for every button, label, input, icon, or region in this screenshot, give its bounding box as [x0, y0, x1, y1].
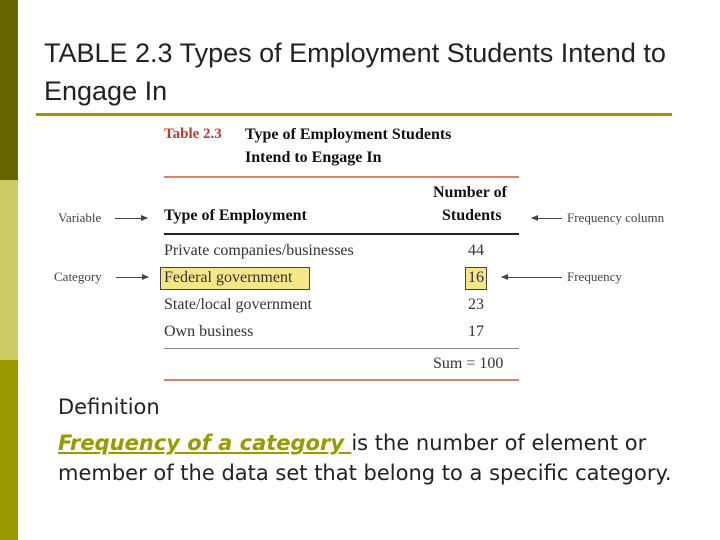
table-row-category: Private companies/businesses: [164, 242, 354, 259]
table-title-line1: Type of Employment Students: [245, 126, 452, 143]
sum-label: Sum = 100: [433, 355, 504, 372]
table-row-category: Federal government: [164, 269, 293, 286]
definition-heading: Definition: [58, 395, 160, 419]
arrow-left-icon: [502, 277, 562, 278]
arrow-right-icon: [115, 218, 147, 219]
table-row-count: 44: [468, 242, 484, 259]
sum-rule: [164, 348, 519, 349]
table-row-category: Own business: [164, 323, 254, 340]
table-top-rule: [164, 176, 519, 178]
definition-term: Frequency of a category: [58, 431, 352, 455]
annotation-frequency: Frequency: [567, 269, 622, 284]
annotation-variable: Variable: [58, 210, 102, 225]
definition-body: [58, 428, 708, 488]
table-row-count: 17: [468, 323, 484, 340]
header-rule: [164, 233, 519, 235]
table-label: Table 2.3: [164, 126, 222, 142]
table-bottom-rule: [164, 379, 519, 381]
arrow-right-icon: [116, 277, 148, 278]
table-title-line2: Intend to Engage In: [245, 149, 382, 166]
definition-text: is the number of element or member of the data set that belong to a specific category.: [58, 431, 672, 485]
annotation-frequency-column: Frequency column: [567, 210, 665, 225]
arrow-left-icon: [532, 218, 562, 219]
table-row-count: 23: [468, 296, 484, 313]
table-row-category: State/local government: [164, 296, 312, 313]
annotation-category: Category: [54, 269, 102, 284]
col-header-count-line2: Students: [442, 207, 502, 224]
col-header-count-line1: Number of: [433, 184, 507, 201]
slide-title: TABLE 2.3 Types of Employment Students Intend to Engage In: [44, 38, 666, 106]
col-header-employment: Type of Employment: [164, 207, 307, 224]
table-row-count: 16: [468, 269, 484, 286]
